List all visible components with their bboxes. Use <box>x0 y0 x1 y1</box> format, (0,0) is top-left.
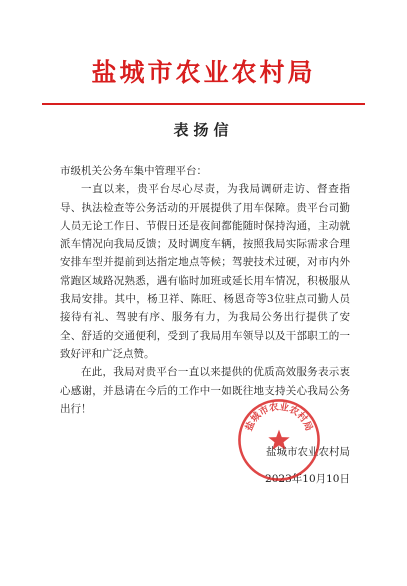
paragraph-2: 在此，我局对贵平台一直以来提供的优质高效服务表示衷心感谢，并恳请在今后的工作中一如既往地支持关心我局公务出行！ <box>60 366 350 415</box>
salutation: 市级机关公务车集中管理平台： <box>60 165 207 177</box>
seal-star-icon <box>268 430 289 450</box>
letterhead-title: 盐城市农业农村局 <box>91 58 316 87</box>
letterhead-divider <box>42 103 365 105</box>
document-title: 表扬信 <box>173 121 234 139</box>
seal-text: 盐城市农业农村局 <box>243 401 315 433</box>
official-seal-stamp <box>236 397 322 483</box>
signature-date: 2023年10月10日 <box>265 473 350 485</box>
signature-org: 盐城市农业农村局 <box>266 446 350 458</box>
paragraph-1: 一直以来，贵平台尽心尽责，为我局调研走访、督查指导、执法检查等公务活动的开展提供了用车保障。贵平台司勤人员无论工作日、节假日还是夜间都能随时保持沟通，主动就派车情况向我局反馈；及时调度车辆，按照我局实际需求合理安排车型并提前到达指定地点等候；驾驶技术过硬，对市内外常跑区域路况熟悉，遇有临时加班或延长用车情况，积极服从我局安排。其中，杨卫祥、陈旺、杨恩奇等3位驻点司勤人员接待有礼、驾驶有序、服务有力，为我局公务出行提供了安全、舒适的交通便利，受到了我局用车领导以及干部职工的一致好评和广泛点赞。 <box>60 183 350 360</box>
letter-body <box>60 162 350 418</box>
